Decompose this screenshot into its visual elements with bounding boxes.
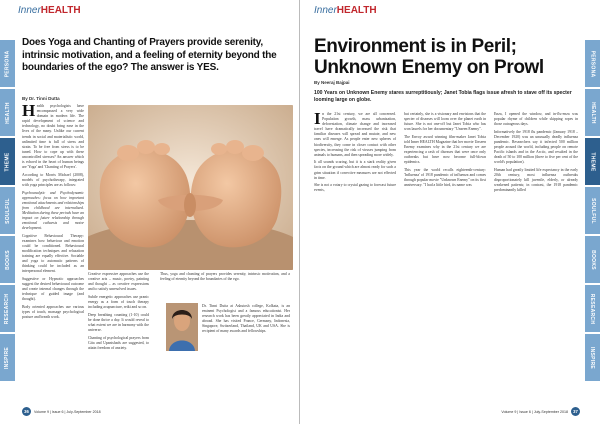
tab-theme[interactable]: THEME	[0, 138, 15, 185]
tab-soulful[interactable]: SOULFUL	[585, 187, 600, 234]
paragraph: In the 21st century, we are all concerned. Population growth, mass urbanization, deforestation, climate change and increased travel have dramatically increased the risk that familiar diseases will spread and mutate, and new ones will emerge. As people enter new spheres of biodiversity, they come in closer contact with other species, increasing the risk of viruses jumping from animals to humans, and then spreading more widely.	[314, 109, 396, 157]
article-standfirst: 100 Years on Unknown Enemy stares surreptitiously; Janet Tobia flags issue afresh to stave off its specter looming large on globe.	[314, 90, 572, 103]
right-section-tabs	[585, 40, 600, 383]
drop-cap: H	[22, 101, 36, 120]
author-photo	[166, 303, 198, 351]
tab-health[interactable]: HEALTH	[585, 89, 600, 136]
masthead-health: HEALTH	[336, 5, 377, 16]
paragraph: Human had greatly limited life expectancy in the early 20th century, most influenza outbreaks disproportionately kill juvenile, elderly, or already weakened patients; in contrast, the 1918 pandemic predominantly killed	[494, 167, 578, 193]
masthead-inner: Inner	[314, 5, 337, 16]
tab-soulful[interactable]: SOULFUL	[0, 187, 15, 234]
paragraph: According to Morris Michael (2008), models of psychotherapy, integrated with yoga principles are as follows:	[22, 172, 84, 187]
tab-research[interactable]: RESEARCH	[585, 285, 600, 332]
author-bio: Dr. Tinni Dutta at Ashutosh college, Kolkata, is an eminent Psychologist and a famous educationist. Her research work has been greatly appreciated in India and abroad. She has visited France, Germany, Indonesia, Singapore, Switzerland, Thailand, UK and USA. She is recipient of many awards and fellowships.	[202, 304, 290, 334]
article-byline: By Dr. Tinni Dutta	[22, 96, 60, 101]
masthead-logo	[18, 5, 81, 16]
paragraph: Subtle energetic approaches use pranic energy as a form of touch therapy including acupuncture, reiki and so on.	[88, 294, 149, 310]
paragraph: She is not a votary to crystal gazing to forecast future events,	[314, 183, 396, 193]
paragraph: It all sounds scaring, but it is a stark reality given facts on the ground which are almost ready for such a grim situation if corrective measures are not effected in time.	[314, 160, 396, 180]
page-number: 37	[571, 407, 580, 416]
paragraph: Suggestive or Hypnotic approaches suggest the desired behavioural outcome and create internal changes through the technique of guided image (and thought).	[22, 277, 84, 302]
issue-info: Volume 9 | Issue 6 | July-September 2018	[501, 409, 568, 414]
paragraph: Chanting of psychological prayers from Gita and Upanishads are suggested, to attain freedom of anxiety.	[88, 335, 149, 350]
tab-health[interactable]: HEALTH	[0, 89, 15, 136]
paragraph: This year the world recalls eighteenth-century: 'Influenza' of 1918 pandemic of influenza and comes through popular movie "Unknown Enemy" on its first anniversary. "I had a little bird, its name was	[404, 167, 486, 188]
page-number: 36	[22, 407, 31, 416]
paragraph: Body oriented approaches use various types of touch, massage psychological posture and breath work.	[22, 304, 84, 320]
drop-cap: I	[314, 109, 321, 128]
masthead-logo	[314, 5, 377, 16]
tab-books[interactable]: BOOKS	[585, 236, 600, 283]
tab-research[interactable]: RESEARCH	[0, 285, 15, 332]
tab-persona[interactable]: PERSONA	[585, 40, 600, 87]
right-column-3	[494, 112, 578, 196]
paragraph: Psychoanalytic and Psychodynamic approaches: focus on how important emotional attachments and relationships from childhood are internalized. Meditation during these periods have an impact on future relationship through emotional catharsis and motor development.	[22, 190, 84, 231]
tab-persona[interactable]: PERSONA	[0, 40, 15, 87]
masthead-inner: Inner	[18, 5, 41, 16]
paragraph: Cognitive Behavioural Therapy: examines how behaviour and emotion could be conditioned. Behavioural modification techniques and relaxation training are equally effective. Sociable and yoga to automatic patterns of thinking could be included as an interpersonal element.	[22, 233, 84, 274]
paragraph: Thus, yoga and chanting of prayers provides serenity, intrinsic motivation, and a feeling of eternity beyond the boundaries of the ego.	[160, 272, 290, 282]
left-footer	[22, 407, 101, 416]
yoga-feet-photo	[88, 105, 293, 270]
issue-info: Volume 9 | Issue 6 | July-September 2018	[34, 409, 101, 414]
article-title: Environment is in Peril; Unknown Enemy on Prowl	[314, 36, 544, 78]
left-section-tabs	[0, 40, 15, 383]
tab-inspire[interactable]: INSPIRE	[0, 334, 15, 381]
right-column-1	[314, 109, 396, 196]
right-page	[300, 0, 600, 424]
paragraph: Health psychologists have encompassed a very wide domain in modern life. The rapid development of science and technology, no doubt bring ease in the lives of the many. Unlike our current trends in social and materialistic world, unlimited time is full of stress and strain. To be free from stress is to be tuned. How to cope up with these uncontrolled stresses? An answer which is echoed in the heart of human beings are 'Yoga' and 'Chanting of Prayers'.	[22, 101, 84, 170]
article-byline: By Neeraj Bajpai	[314, 80, 350, 85]
article-title: Does Yoga and Chanting of Prayers provide serenity, intrinsic motivation, and a feeling of eternity beyond the boundaries of the ego? The answer is YES.	[22, 37, 277, 73]
left-column-3	[160, 272, 290, 285]
masthead-health: HEALTH	[40, 5, 81, 16]
paragraph: Informatively the 1918 flu pandemic (January 1918 – December 1920) was an unusually deadly influenza pandemic. Researchers say it infected 500 million people around the world, including people on remote Pacific islands and in the Arctic, and resulted in the death of 50 to 100 million (three to five per cent of the world's population).	[494, 129, 578, 165]
paragraph: but certainly, she is a visionary and envisions that the specter of diseases will loom over the planet earth in future. She is not one-off but Janet Tobia who has won laurels for her documentary "Unseen Enemy".	[404, 112, 486, 132]
paragraph: The Envoy award winning film-maker Janet Tobia told Inner HEALTH Magazine that her movie Unseen Enemy examines why in the 21st century we are experiencing a rash of diseases that were once only outbreaks but have now become full-blown epidemics.	[404, 134, 486, 165]
paragraph: Enza, I opened the window, and in-flu-enza was popular rhyme of children while skipping ropes in those outrageous days.	[494, 112, 578, 127]
right-column-2	[404, 112, 486, 191]
paragraph: Creative expressive approaches use the creative arts – music, poetry, painting and thought – as creative expressions and to satisfy unresolved issues.	[88, 272, 149, 292]
tab-books[interactable]: BOOKS	[0, 236, 15, 283]
left-column-1	[22, 101, 84, 323]
left-column-2	[88, 272, 149, 353]
tab-inspire[interactable]: INSPIRE	[585, 334, 600, 381]
paragraph: Deep breathing counting (1-10) could be done thrice a day. It would reveal to what extent we are in harmony with the universe.	[88, 312, 149, 332]
tab-theme[interactable]: THEME	[585, 138, 600, 185]
right-footer	[501, 407, 580, 416]
